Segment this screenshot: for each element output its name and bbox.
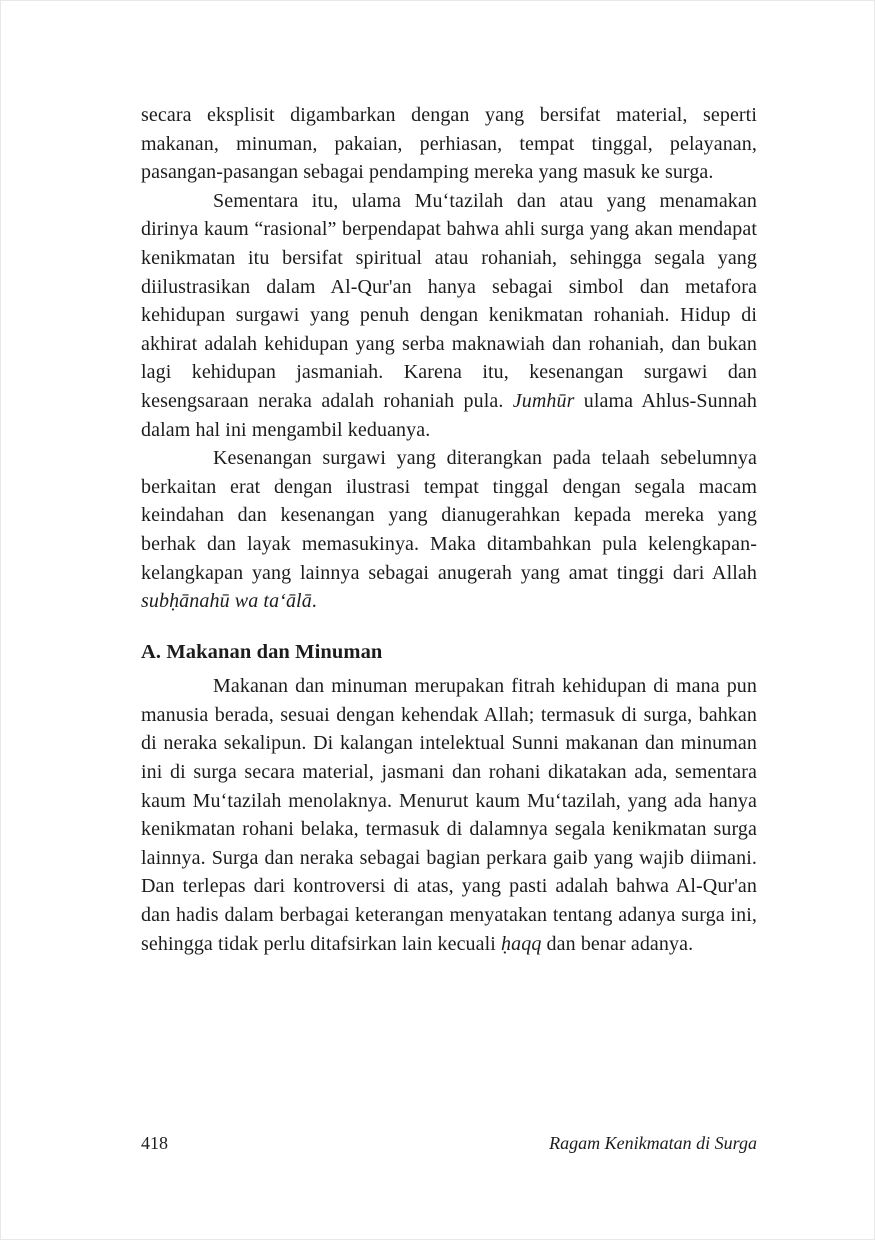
paragraph-text: secara eksplisit digambarkan dengan yang bersifat material, seperti makanan, minuman, pakaian, perhiasan, tempat tinggal, pelayanan, pasangan-pasangan sebagai pendamping mereka yang masuk ke surga. <box>141 104 757 184</box>
paragraph-text: . <box>311 590 317 613</box>
paragraph <box>141 672 757 958</box>
italic-term: Jumhūr <box>512 389 575 412</box>
paragraph-text: Makanan dan minuman merupakan fitrah kehidupan di mana pun manusia berada, sesuai dengan kehendak Allah; termasuk di surga, bahkan di neraka sekalipun. Di kalangan intelektual Sunni makanan dan minuman ini di surga secara material, jasmani dan rohani dikatakan ada, sementara kaum Mu‘tazilah menolaknya. Menurut kaum Mu‘tazilah, yang ada hanya kenikmatan rohani belaka, termasuk di dalamnya segala kenikmatan surga lainnya. Surga dan neraka sebagai bagian perkara gaib yang wajib diimani. Dan terlepas dari kontroversi di atas, yang pasti adalah bahwa Al-Qur'an dan hadis dalam berbagai keterangan menyatakan tentang adanya surga ini, sehingga tidak perlu ditafsirkan lain kecuali <box>141 675 757 955</box>
paragraph <box>141 444 757 616</box>
italic-term: ḥaqq <box>501 932 542 955</box>
page-number: 418 <box>141 1133 168 1153</box>
section-heading: A. Makanan dan Minuman <box>141 640 383 663</box>
paragraph-continuation <box>141 101 757 187</box>
page-content <box>141 101 757 958</box>
paragraph-text: Kesenangan surgawi yang diterangkan pada telaah sebelumnya berkaitan erat dengan ilustrasi tempat tinggal dengan segala macam keindahan dan kesenangan yang dianugerahkan kepada mereka yang berhak dan layak memasukinya. Maka ditambahkan pula kelengkapan-kelangkapan yang lainnya sebagai anugerah yang amat tinggi dari Allah <box>141 447 757 584</box>
paragraph-text: ulama Ahlus-Sunnah dalam hal ini mengambil keduanya. <box>141 389 757 441</box>
running-title: Ragam Kenikmatan di Surga <box>549 1133 757 1153</box>
paragraph <box>141 187 757 444</box>
page-footer <box>141 1133 757 1154</box>
paragraph-text: Sementara itu, ulama Mu‘tazilah dan atau yang menamakan dirinya kaum “rasional” berpendapat bahwa ahli surga yang akan mendapat kenikmatan itu bersifat spiritual atau rohaniah, sehingga segala yang diilustrasikan dalam Al-Qur'an hanya sebagai simbol dan metafora kehidupan surgawi yang penuh dengan kenikmatan rohaniah. Hidup di akhirat adalah kehidupan yang serba maknawiah dan rohaniah, dan bukan lagi kehidupan jasmaniah. Karena itu, kesenangan surgawi dan kesengsaraan neraka adalah rohaniah pula. <box>141 189 757 412</box>
paragraph-text: dan benar adanya. <box>541 932 694 955</box>
italic-term: subḥānahū wa ta‘ālā <box>141 590 312 613</box>
